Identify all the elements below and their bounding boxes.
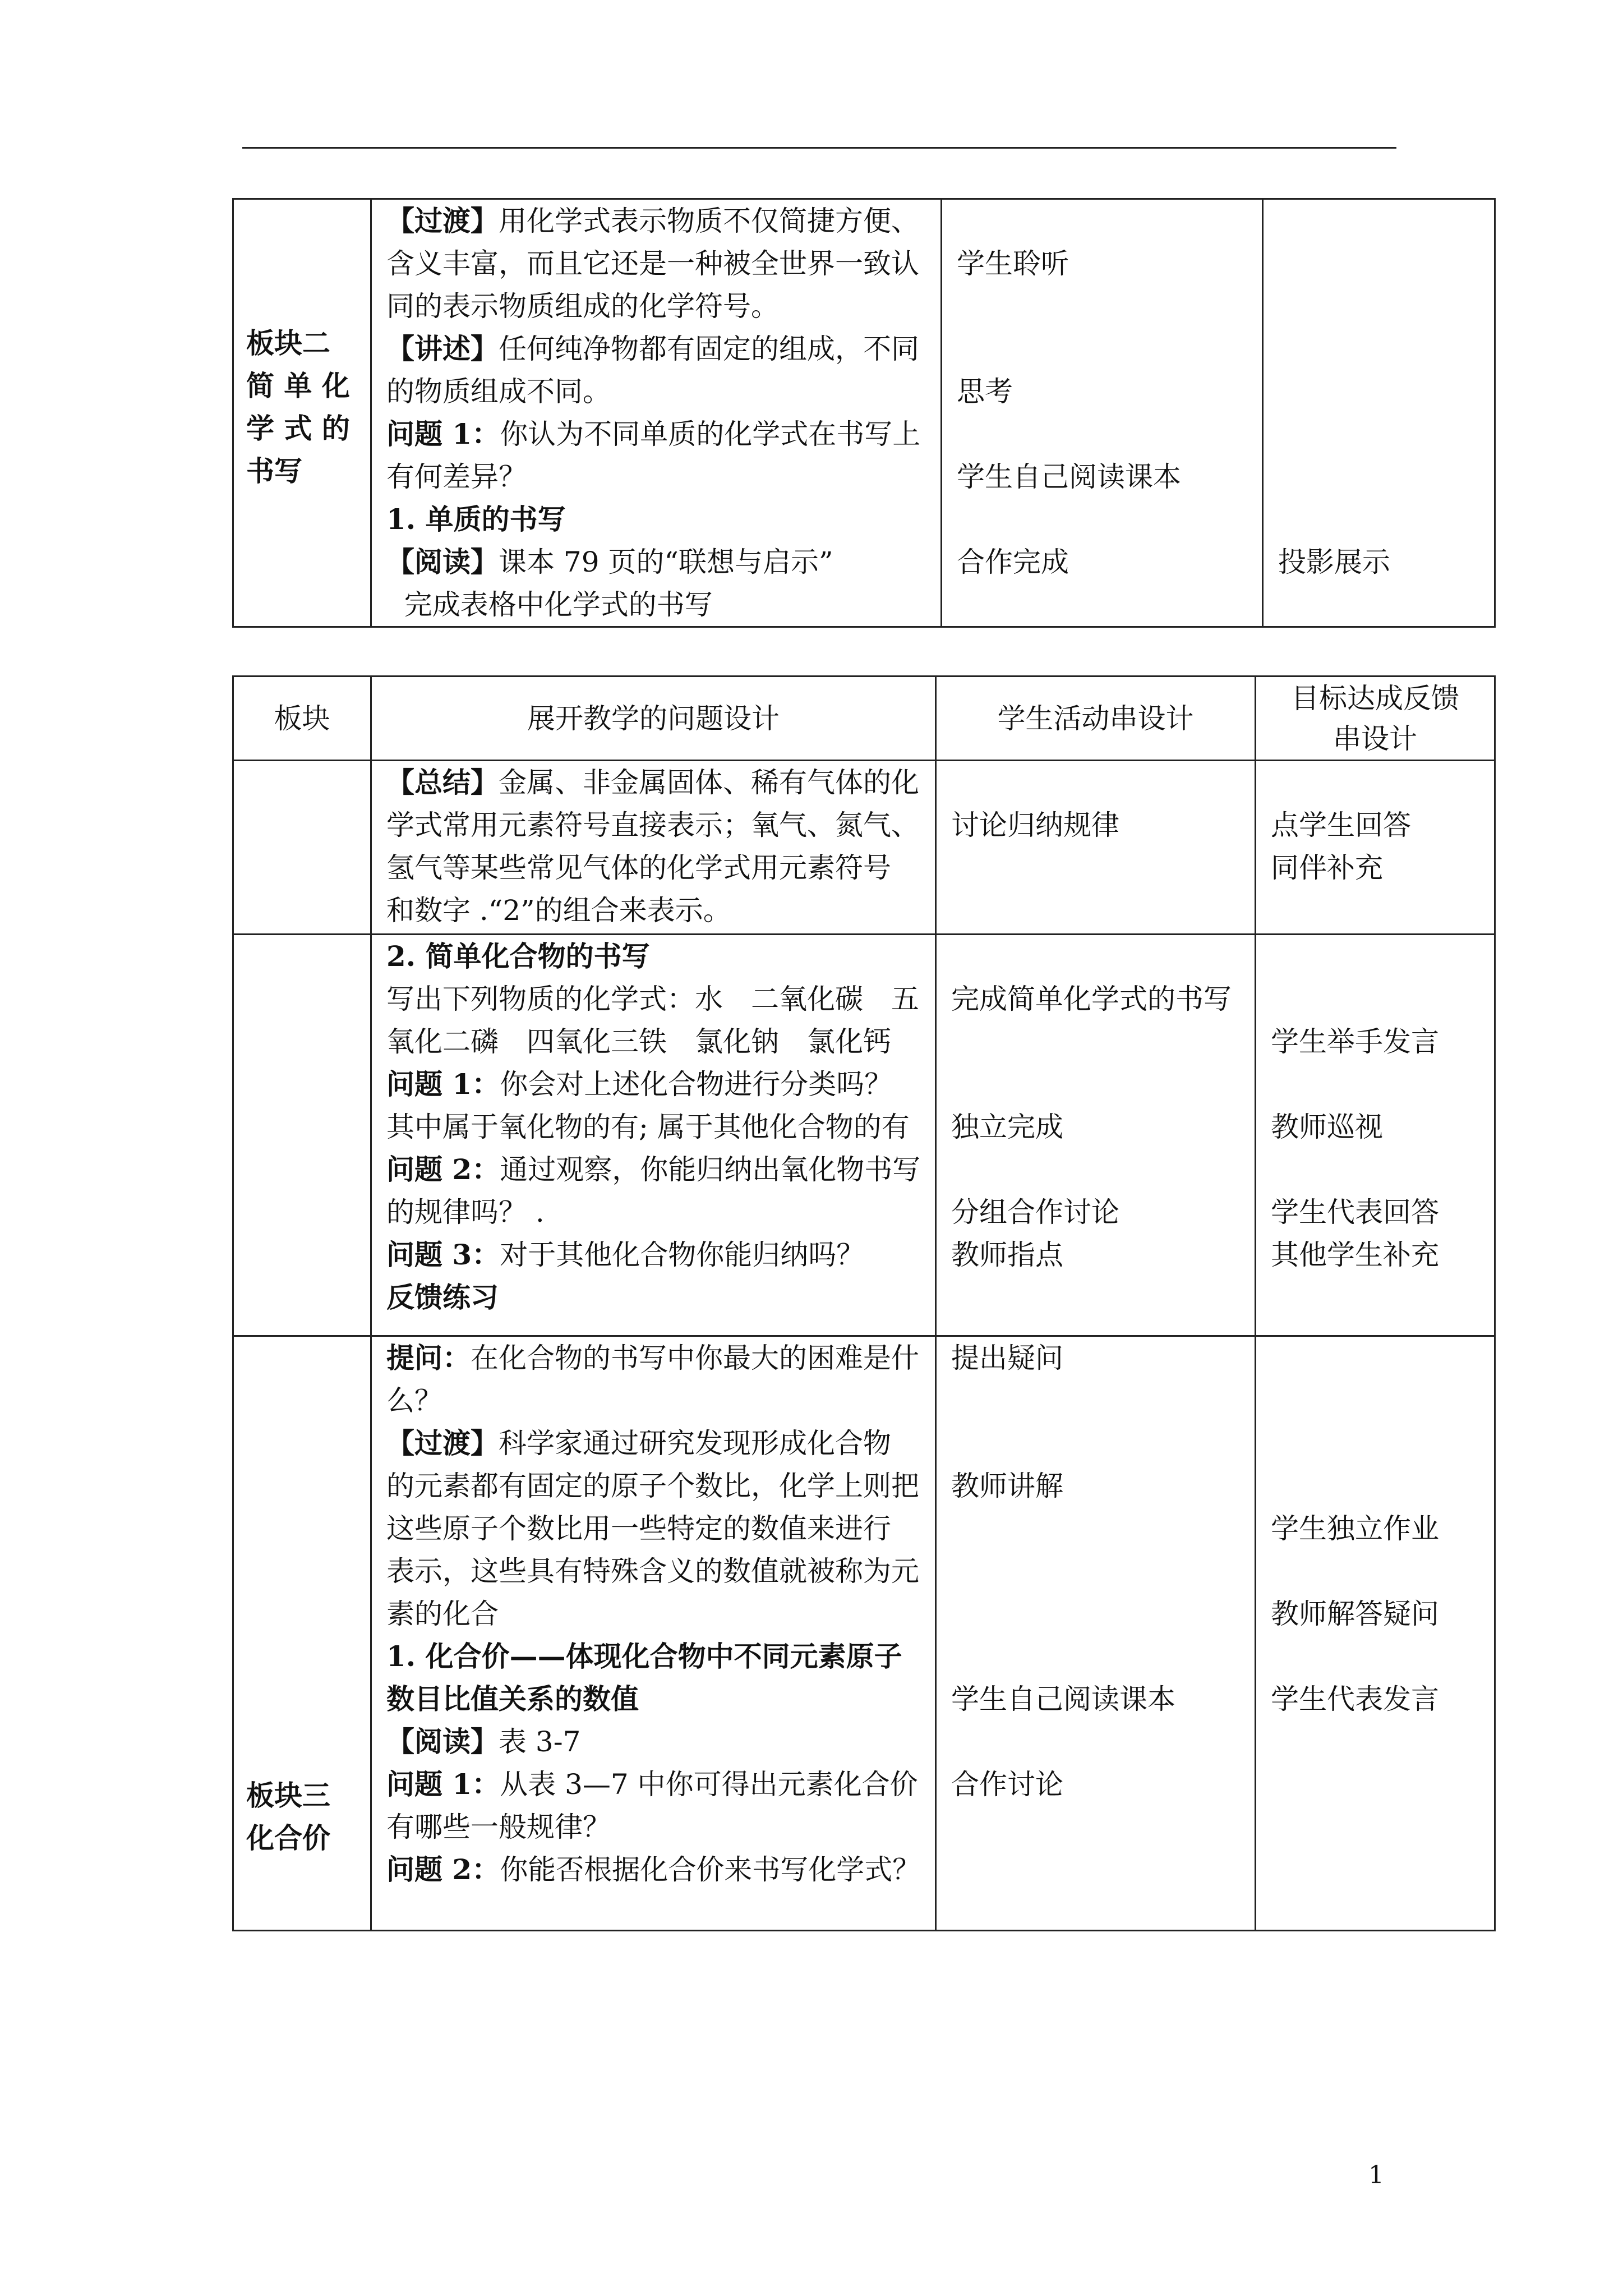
activity-item: 分组合作讨论 <box>951 1196 1119 1228</box>
content-line: 素的化合 <box>386 1598 499 1630</box>
activity-cell <box>936 935 1256 1336</box>
activity-item: 讨论归纳规律 <box>951 809 1119 841</box>
content-line: 有哪些一般规律？ <box>386 1811 611 1843</box>
content-line: 问题 3：对于其他化合物你能归纳吗？ <box>386 1238 865 1271</box>
content-cell <box>371 199 942 627</box>
content-line: 写出下列物质的化学式：水 二氧化碳 五 <box>386 983 919 1015</box>
content-line: 么？ <box>386 1384 442 1417</box>
content-line: 问题 2：你能否根据化合价来书写化学式？ <box>386 1853 921 1886</box>
header-block: 板块 <box>233 677 371 761</box>
feedback-item: 学生代表回答 <box>1271 1196 1439 1228</box>
content-line: 2. 简单化合物的书写 <box>386 940 650 973</box>
header-rule <box>242 147 1396 149</box>
activity-item: 学生自己阅读课本 <box>951 1683 1175 1715</box>
lesson-table-2 <box>232 675 1496 1931</box>
content-line: 同的表示物质组成的化学符号。 <box>386 290 779 323</box>
page-number: 1 <box>1368 2161 1384 2189</box>
feedback-item: 点学生回答 <box>1271 809 1411 841</box>
content-cell <box>371 1336 936 1931</box>
feedback-cell <box>1256 761 1495 935</box>
activity-item: 学生自己阅读课本 <box>957 461 1181 493</box>
content-line: 【过渡】科学家通过研究发现形成化合物 <box>386 1427 891 1460</box>
header-feedback <box>1256 677 1495 761</box>
feedback-cell <box>1256 1336 1495 1931</box>
content-line: 表示，这些具有特殊含义的数值就被称为元 <box>386 1555 919 1588</box>
content-line: 【总结】金属、非金属固体、稀有气体的化 <box>386 766 919 799</box>
lesson-table-1 <box>232 198 1496 628</box>
block-label-line: 书写 <box>246 454 302 487</box>
content-line: 的规律吗？ . <box>386 1196 545 1228</box>
content-line: 完成表格中化学式的书写 <box>386 588 713 621</box>
feedback-item: 其他学生补充 <box>1271 1239 1439 1271</box>
block-label-cell <box>233 761 371 935</box>
block-label-line: 化合价 <box>246 1821 330 1855</box>
content-cell <box>371 761 936 935</box>
content-line: 氧化二磷 四氧化三铁 氯化钠 氯化钙 <box>386 1025 891 1058</box>
content-line: 学式常用元素符号直接表示；氧气、氮气、 <box>386 809 919 841</box>
activity-item: 完成简单化学式的书写 <box>951 983 1232 1015</box>
activity-item: 合作完成 <box>957 546 1069 578</box>
feedback-item: 学生独立作业 <box>1271 1512 1439 1545</box>
content-line: 1. 化合价——体现化合物中不同元素原子 <box>386 1640 902 1673</box>
content-line: 问题 1：你认为不同单质的化学式在书写上 <box>386 417 921 450</box>
activity-cell <box>942 199 1263 627</box>
block-label-line: 板块二 <box>246 326 330 360</box>
activity-item: 独立完成 <box>951 1111 1063 1143</box>
block-label-cell <box>233 199 371 627</box>
content-line: 氢气等某些常见气体的化学式用元素符号 <box>386 852 891 884</box>
content-line: 的元素都有固定的原子个数比，化学上则把 <box>386 1470 919 1502</box>
header-feedback-line: 串设计 <box>1333 722 1417 755</box>
block-label-cell <box>233 935 371 1336</box>
block-label-cell <box>233 1336 371 1931</box>
content-line: 【讲述】任何纯净物都有固定的组成，不同 <box>386 332 919 365</box>
content-line: 这些原子个数比用一些特定的数值来进行 <box>386 1512 891 1545</box>
activity-cell <box>936 1336 1256 1931</box>
content-line: 问题 1：从表 3—7 中你可得出元素化合价 <box>386 1768 918 1801</box>
activity-item: 教师讲解 <box>951 1470 1063 1502</box>
activity-item: 教师指点 <box>951 1239 1063 1271</box>
table-header-row <box>233 677 1495 761</box>
feedback-cell <box>1263 199 1495 627</box>
content-cell <box>371 935 936 1336</box>
content-line: 问题 2：通过观察，你能归纳出氧化物书写 <box>386 1153 921 1186</box>
activity-item: 提出疑问 <box>951 1342 1063 1374</box>
feedback-item: 教师解答疑问 <box>1271 1598 1439 1630</box>
content-line: 有何差异？ <box>386 461 527 493</box>
content-line: 【阅读】表 3-7 <box>386 1725 581 1758</box>
content-line: 1. 单质的书写 <box>386 503 566 536</box>
feedback-item: 同伴补充 <box>1271 852 1383 884</box>
header-feedback-line: 目标达成反馈 <box>1291 682 1459 715</box>
feedback-item: 学生代表发言 <box>1271 1683 1439 1715</box>
table-row <box>233 935 1495 1336</box>
feedback-item: 学生举手发言 <box>1271 1025 1439 1058</box>
block-label-line: 学 式 的 <box>246 412 350 445</box>
table-row <box>233 1336 1495 1931</box>
content-line: 【阅读】课本 79 页的“联想与启示” <box>386 545 833 578</box>
activity-cell <box>936 761 1256 935</box>
feedback-item: 投影展示 <box>1278 546 1390 578</box>
content-line: 其中属于氧化物的有; 属于其他化合物的有 <box>386 1111 910 1143</box>
header-activity: 学生活动串设计 <box>936 677 1256 761</box>
table-row <box>233 761 1495 935</box>
content-line: 反馈练习 <box>386 1281 499 1314</box>
content-line: 的物质组成不同。 <box>386 375 611 408</box>
content-line: 提问：在化合物的书写中你最大的困难是什 <box>386 1341 919 1374</box>
activity-item: 思考 <box>957 375 1013 408</box>
content-line: 问题 1：你会对上述化合物进行分类吗？ <box>386 1068 893 1101</box>
header-content: 展开教学的问题设计 <box>371 677 936 761</box>
content-line: 含义丰富，而且它还是一种被全世界一致认 <box>386 247 919 280</box>
block-label-line: 简 单 化 <box>246 369 350 402</box>
feedback-cell <box>1256 935 1495 1336</box>
content-line: 【过渡】用化学式表示物质不仅简捷方便、 <box>386 204 919 237</box>
block-label-line: 板块三 <box>246 1779 330 1812</box>
table-row <box>233 199 1495 627</box>
activity-item: 合作讨论 <box>951 1768 1063 1801</box>
content-line: 数目比值关系的数值 <box>386 1682 639 1715</box>
content-line: 和数字 .“2”的组合来表示。 <box>386 894 731 927</box>
activity-item: 学生聆听 <box>957 247 1069 280</box>
feedback-item: 教师巡视 <box>1271 1111 1383 1143</box>
